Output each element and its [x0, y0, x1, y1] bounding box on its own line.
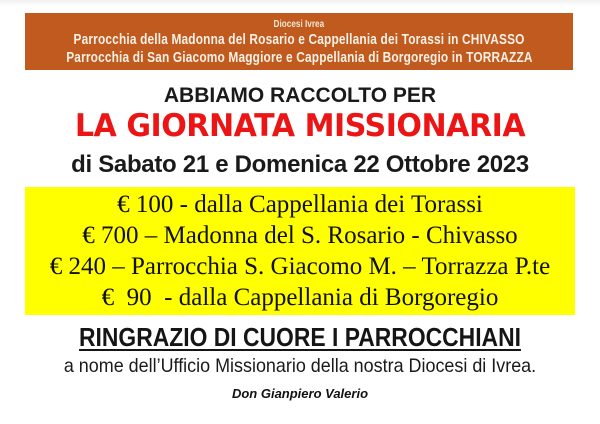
diocese-name: Diocesi Ivrea	[273, 18, 325, 30]
collection-amounts-box	[25, 187, 575, 315]
signature: Don Gianpiero Valerio	[231, 386, 369, 401]
thanks-subline: a nome dell’Ufficio Missionario della nostra Diocesi di Ivrea.	[63, 355, 537, 377]
amount-line-borgoregio: € 90 - dalla Cappellania di Borgoregio	[101, 284, 499, 311]
page-title: LA GIORNATA MISSIONARIA	[74, 108, 526, 144]
date-heading: di Sabato 21 e Domenica 22 Ottobre 2023	[71, 151, 529, 178]
parish-header-band	[25, 13, 573, 70]
amount-line-rosario: € 700 – Madonna del S. Rosario - Chivasso	[82, 222, 518, 249]
thanks-headline: RINGRAZIO DI CUORE I PARROCCHIANI	[79, 322, 521, 352]
parish-line-torrazza: Parrocchia di San Giacomo Maggiore e Cappellania di Borgoregio in TORRAZZA	[65, 49, 533, 66]
intro-heading: ABBIAMO RACCOLTO PER	[163, 84, 437, 107]
parish-line-chivasso: Parrocchia della Madonna del Rosario e Cappellania dei Torassi in CHIVASSO	[73, 31, 525, 48]
amount-line-giacomo: € 240 – Parrocchia S. Giacomo M. – Torrazza P.te	[49, 253, 551, 280]
amount-line-torassi: € 100 - dalla Cappellania dei Torassi	[117, 191, 483, 218]
